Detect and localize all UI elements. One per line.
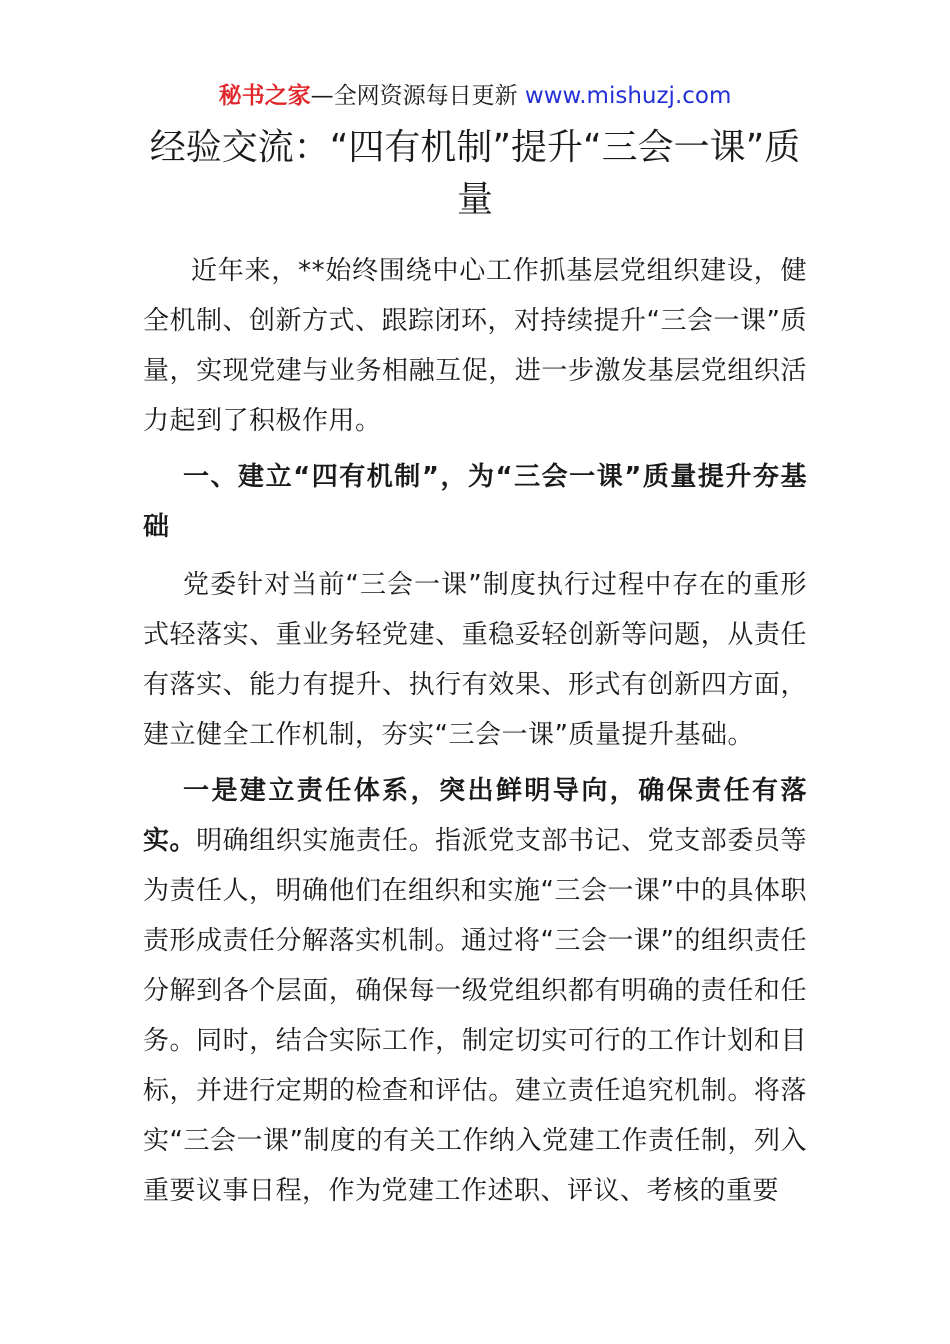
document-title: 经验交流：“四有机制”提升“三会一课”质量	[149, 127, 801, 220]
banner-tagline: —全网资源每日更新	[310, 83, 525, 109]
paragraph-2: 党委针对当前“三会一课”制度执行过程中存在的重形式轻落实、重业务轻党建、重稳妥轻创新等问题，从责任有落实、能力有提升、执行有效果、形式有创新四方面，建立健全工作机制，夯实“三会一课”质量提升基础。	[143, 570, 807, 750]
paragraph-3	[143, 766, 807, 1216]
site-banner	[0, 80, 950, 112]
section-heading-1: 一、建立“四有机制”，为“三会一课”质量提升夯基础	[143, 462, 807, 542]
intro-paragraph: 近年来，**始终围绕中心工作抓基层党组织建设，健全机制、创新方式、跟踪闭环，对持续提升“三会一课”质量，实现党建与业务相融互促，进一步激发基层党组织活力起到了积极作用。	[143, 256, 807, 436]
site-url-link[interactable]: www.mishuzj.com	[524, 83, 732, 109]
paragraph-3-body: 明确组织实施责任。指派党支部书记、党支部委员等为责任人，明确他们在组织和实施“三会一课”中的具体职责形成责任分解落实机制。通过将“三会一课”的组织责任分解到各个层面，确保每一级党组织都有明确的责任和任务。同时，结合实际工作，制定切实可行的工作计划和目标，并进行定期的检查和评估。建立责任追究机制。将落实“三会一课”制度的有关工作纳入党建工作责任制，列入重要议事日程，作为党建工作述职、评议、考核的重要	[143, 826, 807, 1206]
brand-name: 秘书之家	[218, 83, 311, 109]
paragraph-3-lead: 一是建立责任体系，突出鲜明导向，确保责任有落实。	[143, 776, 807, 856]
